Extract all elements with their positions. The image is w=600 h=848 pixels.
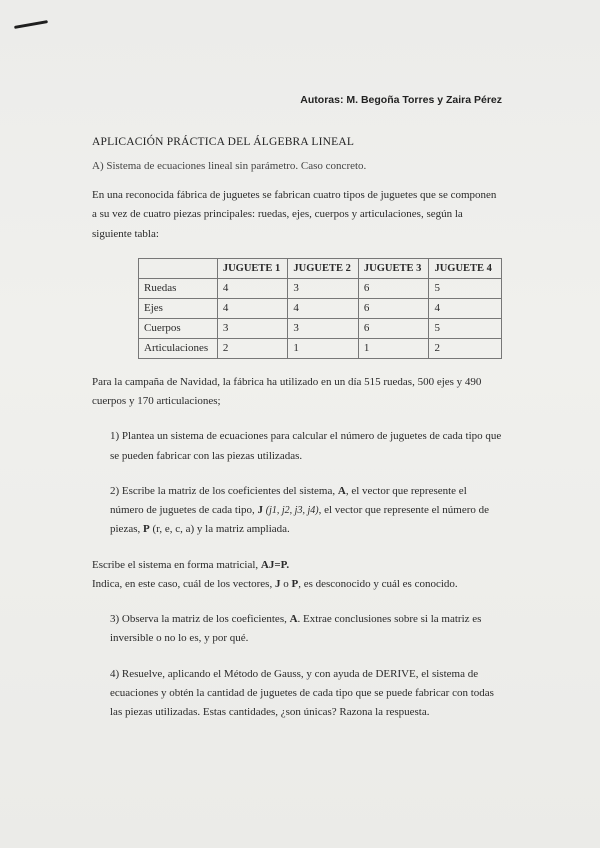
table-header-cell <box>139 258 218 278</box>
q2b-vector-j: J <box>274 577 281 590</box>
q2b-text-d: , es desconocido y cuál es conocido. <box>298 577 458 590</box>
table-header-row <box>139 258 502 278</box>
table-cell: 2 <box>217 338 288 358</box>
table-row <box>139 298 502 318</box>
table-cell: 5 <box>429 278 502 298</box>
question-2-matrix-form <box>92 556 502 595</box>
pieces-table <box>138 258 502 359</box>
table-cell: 6 <box>358 298 429 318</box>
q3-matrix-a: A <box>289 613 298 625</box>
q3-text-b: . Extrae conclusiones sobre si la matriz es inversible o no lo es, y por qué. <box>110 613 482 645</box>
q2-text-d: (r, e, c, a) y la matriz ampliada. <box>149 523 290 536</box>
table-cell: 3 <box>288 278 359 298</box>
table-cell: 4 <box>288 298 359 318</box>
table-row <box>139 318 502 338</box>
table-cell: 3 <box>288 318 359 338</box>
q2-matrix-a: A <box>337 484 346 497</box>
table-cell: 1 <box>288 338 359 358</box>
question-1: 1) Plantea un sistema de ecuaciones para calcular el número de juguetes de cada tipo que se pueden fabricar con las piezas utilizadas. <box>110 430 502 462</box>
table-cell: 4 <box>217 298 288 318</box>
table-cell: 4 <box>217 278 288 298</box>
table-header-cell: JUGUETE 4 <box>429 258 502 278</box>
table-cell: 3 <box>217 318 288 338</box>
table-row <box>139 338 502 358</box>
section-subtitle: A) Sistema de ecuaciones lineal sin parámetro. Caso concreto. <box>92 160 367 172</box>
table-cell: 4 <box>429 298 502 318</box>
q3-text-a: 3) Observa la matriz de los coeficientes, <box>110 613 290 625</box>
table-cell: Articulaciones <box>139 338 218 358</box>
q2b-text-a: Escribe el sistema en forma matricial, <box>92 558 261 571</box>
table-header-cell: JUGUETE 3 <box>358 258 429 278</box>
q2-vector-p: P <box>142 523 150 536</box>
question-3 <box>92 610 502 649</box>
question-4: 4) Resuelve, aplicando el Método de Gauss, y con ayuda de DERIVE, el sistema de ecuaciones y obtén la cantidad de juguetes de cada tipo que se puede fabricar con todas las piezas utilizadas. Estas cantidades, ¿son únicas? Razona la respuesta. <box>110 667 494 718</box>
table-row <box>139 278 502 298</box>
q2b-vector-p: P <box>291 577 299 590</box>
document-title: APLICACIÓN PRÁCTICA DEL ÁLGEBRA LINEAL <box>92 136 355 148</box>
table-cell: 5 <box>429 318 502 338</box>
campaign-paragraph: Para la campaña de Navidad, la fábrica ha utilizado en un día 515 ruedas, 500 ejes y 490 cuerpos y 170 articulaciones; <box>92 375 482 407</box>
table-header-cell: JUGUETE 1 <box>217 258 288 278</box>
table-cell: Cuerpos <box>139 318 218 338</box>
q2-vector-j: J <box>257 504 264 516</box>
table-cell: 6 <box>358 318 429 338</box>
q2b-equation: AJ=P. <box>260 558 290 571</box>
table-header-cell: JUGUETE 2 <box>288 258 359 278</box>
q2b-text-b: Indica, en este caso, cuál de los vectores, <box>92 577 275 590</box>
table-cell: Ruedas <box>139 278 218 298</box>
authors-line: Autoras: M. Begoña Torres y Zaira Pérez <box>300 94 502 106</box>
q2-j-components: (j1, j2, j3, j4) <box>265 505 319 516</box>
question-2 <box>92 482 502 540</box>
table-cell: 2 <box>429 338 502 358</box>
table-cell: 6 <box>358 278 429 298</box>
table-cell: Ejes <box>139 298 218 318</box>
intro-paragraph: En una reconocida fábrica de juguetes se fabrican cuatro tipos de juguetes que se componen a su vez de cuatro piezas principales: ruedas, ejes, cuerpos y articulaciones, según la siguiente tabla: <box>92 189 497 240</box>
q2-text-a: 2) Escribe la matriz de los coeficientes del sistema, <box>110 484 338 497</box>
document-body <box>92 136 502 722</box>
q2b-text-c: o <box>280 577 292 590</box>
q2-text-b: , el vector que represente el número de juguetes de cada tipo, <box>110 484 467 516</box>
q2-text-c: , el vector que represente el número de piezas, <box>110 504 489 536</box>
pen-stroke-mark <box>14 20 48 29</box>
table-cell: 1 <box>358 338 429 358</box>
